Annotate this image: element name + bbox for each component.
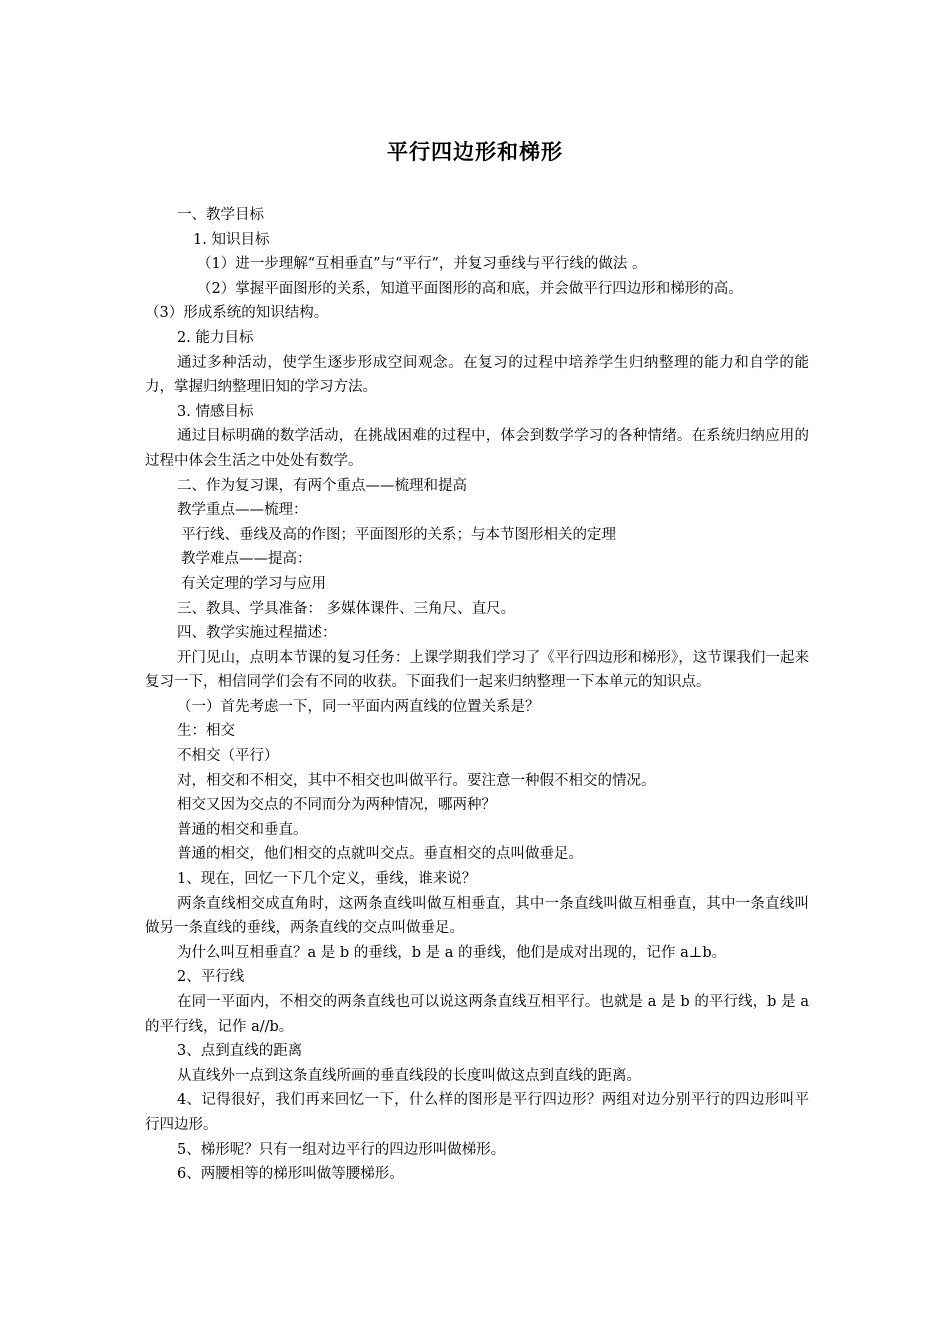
subheading-ability: 2. 能力目标 <box>177 329 254 346</box>
subheading-knowledge: 1. 知识目标 <box>193 231 270 248</box>
subheading-emotion: 3. 情感目标 <box>177 403 254 420</box>
text-line: 教学重点——梳理： <box>177 502 308 519</box>
text-line: 5、梯形呢？只有一组对边平行的四边形叫做梯形。 <box>177 1141 506 1158</box>
text-line: 平行线、垂线及高的作图；平面图形的关系；与本节图形相关的定理 <box>181 526 616 543</box>
paragraph: 通过目标明确的数学活动，在挑战困难的过程中，体会到数学学习的各种情绪。在系统归纳应用的过程中体会生活之中处处有数学。 <box>145 428 809 469</box>
list-item: （2）掌握平面图形的关系，知道平面图形的高和底，并会做平行四边形和梯形的高。 <box>197 280 743 297</box>
section-heading-process: 四、教学实施过程描述： <box>177 625 337 642</box>
text-line: 6、两腰相等的梯形叫做等腰梯形。 <box>177 1166 404 1183</box>
text-line: 生：相交 <box>177 723 235 740</box>
paragraph: 4、记得很好，我们再来回忆一下，什么样的图形是平行四边形？两组对边分别平行的四边形叫平行四边形。 <box>145 1092 809 1133</box>
text-line: 普通的相交和垂直。 <box>177 821 308 838</box>
text-line: 不相交（平行） <box>177 748 279 765</box>
text-line: 对，相交和不相交，其中不相交也叫做平行。要注意一种假不相交的情况。 <box>177 772 656 789</box>
list-item: （3）形成系统的知识结构。 <box>145 305 329 322</box>
text-line: 教学难点——提高： <box>181 551 312 568</box>
paragraph: 开门见山，点明本节课的复习任务：上课学期我们学习了《平行四边形和梯形》，这节课我们一起来复习一下，相信同学们会有不同的收获。下面我们一起来归纳整理一下本单元的知识点。 <box>145 649 809 691</box>
paragraph: 在同一平面内，不相交的两条直线也可以说这两条直线互相平行。也就是 a 是 b 的平行线，b 是 a 的平行线，记作 a//b。 <box>145 994 809 1035</box>
text-line: 从直线外一点到这条直线所画的垂直线段的长度叫做这点到直线的距离。 <box>177 1067 641 1084</box>
text-line: 3、点到直线的距离 <box>177 1043 303 1060</box>
text-line: 为什么叫互相垂直？a 是 b 的垂线，b 是 a 的垂线，他们是成对出现的，记作 a⊥b。 <box>177 944 727 961</box>
text-line: 2、平行线 <box>177 969 245 986</box>
section-heading-focus: 二、作为复习课，有两个重点——梳理和提高 <box>177 477 467 494</box>
document-body <box>145 203 809 1187</box>
text-line: 1、现在，回忆一下几个定义，垂线，谁来说？ <box>177 871 477 888</box>
section-heading-tools: 三、教具、学具准备： 多媒体课件、三角尺、直尺。 <box>177 600 516 617</box>
text-line: （一）首先考虑一下，同一平面内两直线的位置关系是？ <box>177 698 540 715</box>
text-line: 有关定理的学习与应用 <box>181 575 326 592</box>
paragraph: 通过多种活动，使学生逐步形成空间观念。在复习的过程中培养学生归纳整理的能力和自学的能力，掌握归纳整理旧知的学习方法。 <box>145 354 809 396</box>
text-line: 相交又因为交点的不同而分为两种情况，哪两种？ <box>177 797 496 814</box>
list-item: （1）进一步理解“互相垂直”与“平行”，并复习垂线与平行线的做法 。 <box>197 256 647 273</box>
paragraph: 两条直线相交成直角时，这两条直线叫做互相垂直，其中一条直线叫做互相垂直，其中一条直线叫做另一条直线的垂线，两条直线的交点叫做垂足。 <box>145 895 809 937</box>
section-heading-objectives: 一、教学目标 <box>177 207 264 223</box>
document-title: 平行四边形和梯形 <box>387 139 563 164</box>
text-line: 普通的相交，他们相交的点就叫交点。垂直相交的点叫做垂足。 <box>177 846 583 863</box>
